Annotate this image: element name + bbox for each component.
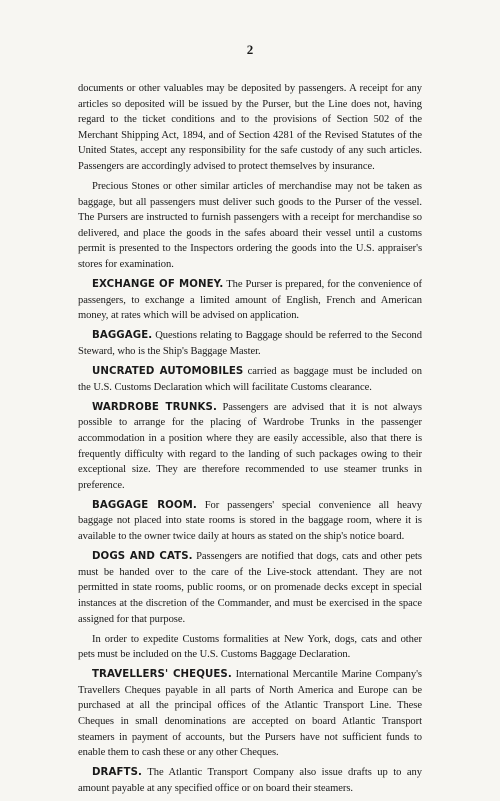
paragraph-text: Passengers are advised that it is not always possible to arrange for the placing of Wardrobe Trunks in the passenger accommodation in a position where they are easily accessible, also that there is frequently difficulty with regard to the landing of such packages owing to their exceptional size. They are therefore recommended to use steamer trunks in preference. [78, 401, 422, 491]
section-heading: BAGGAGE ROOM. [92, 499, 197, 511]
section-heading: UNCRATED AUTOMOBILES [92, 366, 244, 378]
paragraph-text: Precious Stones or other similar articles of merchandise may not be taken as baggage, but all passengers must deliver such goods to the Purser of the vessel. The Pursers are instructed to furnish passengers with a receipt for merchandise so delivered, and place the goods in the safes aboard their vessel until a customs permit is presented to the Inspectors ordering the goods into the U.S. appraiser's stores for examination. [78, 181, 422, 271]
paragraph-text: The Atlantic Transport Company also issue drafts up to any amount payable at any specified office or on board their steamers. [78, 767, 422, 794]
paragraph-travellers-cheques [78, 667, 422, 761]
paragraph-text: In order to expedite Customs formalities at New York, dogs, cats and other pets must be included on the U.S. Customs Baggage Declaration. [78, 633, 422, 661]
paragraph-text: The Purser is prepared, for the convenience of passengers, to exchange a limited amount of English, French and American money, at rates which will be advised on application. [78, 279, 422, 322]
paragraph-text: carried as baggage must be included on the U.S. Customs Declaration which will facilitate Customs clearance. [78, 366, 422, 393]
section-heading: TRAVELLERS' CHEQUES. [92, 669, 232, 681]
paragraph-pets-customs [78, 632, 422, 663]
paragraph-drafts [78, 765, 422, 796]
paragraph-precious-stones [78, 179, 422, 273]
paragraph-uncrated-automobiles [78, 364, 422, 395]
paragraph-text: Passengers are notified that dogs, cats and other pets must be handed over to the care of the Live-stock attendant. They are not permitted in state rooms, public rooms, or on promenade decks except in special instances at the discretion of the Commander, and must be exercised in the space assigned for that purpose. [78, 551, 422, 625]
paragraph-valuables [78, 81, 422, 175]
paragraph-baggage [78, 328, 422, 359]
section-heading: BAGGAGE. [92, 330, 153, 342]
paragraph-baggage-room [78, 498, 422, 545]
section-heading: WARDROBE TRUNKS. [92, 401, 217, 413]
paragraph-exchange-of-money [78, 277, 422, 324]
paragraph-wardrobe-trunks [78, 400, 422, 494]
paragraph-dogs-and-cats [78, 549, 422, 627]
section-heading: EXCHANGE OF MONEY. [92, 279, 224, 291]
section-heading: DRAFTS. [92, 767, 143, 779]
paragraph-text: documents or other valuables may be deposited by passengers. A receipt for any articles so deposited will be issued by the Purser, but the Line does not, having regard to the ticket conditions and to the provisions of Section 502 of the Merchant Shipping Act, 1894, and of Section 4281 of the Revised Statutes of the United States, accept any responsibility for the safe custody of any such articles. Passengers are accordingly advised to protect themselves by insurance. [78, 83, 422, 172]
body-text [78, 81, 422, 801]
paragraph-text: Questions relating to Baggage should be referred to the Second Steward, who is the Ship's Baggage Master. [78, 330, 422, 357]
page-number: 2 [246, 42, 254, 57]
paragraph-text: International Mercantile Marine Company's Travellers Cheques payable in all parts of North America and Europe can be purchased at all the principal offices of the Atlantic Transport Line. These Cheques in small denominations are accepted on board Atlantic Transport steamers in payment of accounts, but the Pursers have not sufficient funds to enable them to cash these or any other Cheques. [78, 669, 422, 759]
paragraph-text: For passengers' special convenience all heavy baggage not placed into state rooms is stored in the baggage room, where it is available to the owner twice daily at hours as stated on the ship's notice board. [78, 499, 422, 543]
section-heading: DOGS AND CATS. [92, 551, 193, 563]
